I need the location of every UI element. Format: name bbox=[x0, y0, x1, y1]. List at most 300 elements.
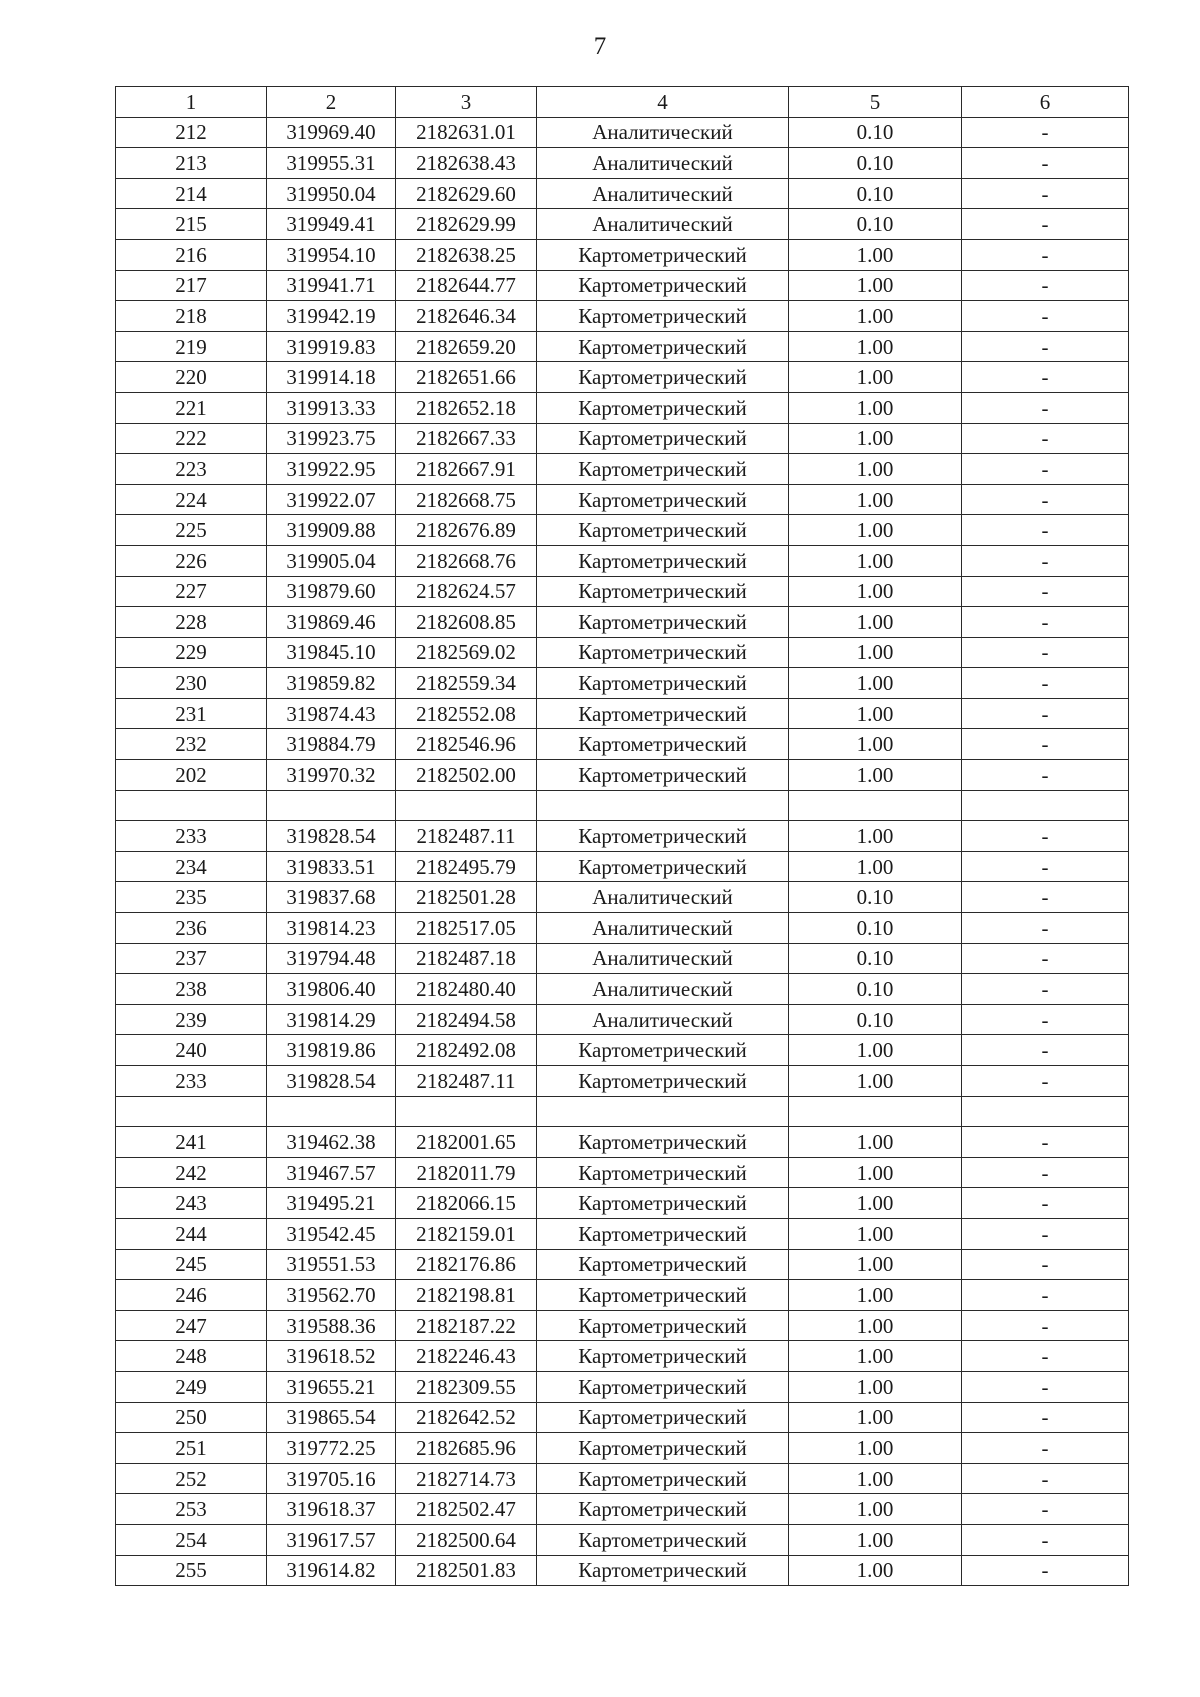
y-coordinate-cell: 2182624.57 bbox=[396, 576, 537, 607]
x-coordinate-cell: 319814.23 bbox=[267, 913, 396, 944]
x-coordinate-cell: 319618.37 bbox=[267, 1494, 396, 1525]
accuracy-cell: 1.00 bbox=[789, 270, 962, 301]
table-row bbox=[116, 821, 1129, 852]
method-cell: Аналитический bbox=[537, 209, 789, 240]
method-cell: Картометрический bbox=[537, 270, 789, 301]
point-number-cell: 226 bbox=[116, 545, 267, 576]
method-cell: Аналитический bbox=[537, 1004, 789, 1035]
method-cell: Картометрический bbox=[537, 760, 789, 791]
point-number-cell: 233 bbox=[116, 821, 267, 852]
accuracy-cell: 1.00 bbox=[789, 362, 962, 393]
note-cell: - bbox=[962, 698, 1129, 729]
accuracy-cell: 1.00 bbox=[789, 454, 962, 485]
x-coordinate-cell: 319922.07 bbox=[267, 484, 396, 515]
point-number-cell: 217 bbox=[116, 270, 267, 301]
table-row bbox=[116, 1096, 1129, 1127]
accuracy-cell: 1.00 bbox=[789, 729, 962, 760]
table-row bbox=[116, 760, 1129, 791]
table-row bbox=[116, 668, 1129, 699]
method-cell: Картометрический bbox=[537, 1371, 789, 1402]
note-cell: - bbox=[962, 1280, 1129, 1311]
table-row bbox=[116, 607, 1129, 638]
point-number-cell: 221 bbox=[116, 392, 267, 423]
y-coordinate-cell: 2182066.15 bbox=[396, 1188, 537, 1219]
accuracy-cell: 1.00 bbox=[789, 1524, 962, 1555]
accuracy-cell: 1.00 bbox=[789, 851, 962, 882]
point-number-cell: 236 bbox=[116, 913, 267, 944]
table-row bbox=[116, 698, 1129, 729]
method-cell: Картометрический bbox=[537, 484, 789, 515]
note-cell: - bbox=[962, 1004, 1129, 1035]
note-cell: - bbox=[962, 515, 1129, 546]
x-coordinate-cell: 319950.04 bbox=[267, 178, 396, 209]
method-cell: Картометрический bbox=[537, 851, 789, 882]
point-number-cell: 224 bbox=[116, 484, 267, 515]
note-cell bbox=[962, 790, 1129, 821]
note-cell: - bbox=[962, 1066, 1129, 1097]
y-coordinate-cell: 2182501.28 bbox=[396, 882, 537, 913]
point-number-cell: 214 bbox=[116, 178, 267, 209]
table-row bbox=[116, 1035, 1129, 1066]
method-cell: Картометрический bbox=[537, 1188, 789, 1219]
y-coordinate-cell: 2182309.55 bbox=[396, 1371, 537, 1402]
accuracy-cell: 1.00 bbox=[789, 576, 962, 607]
point-number-cell: 233 bbox=[116, 1066, 267, 1097]
x-coordinate-cell: 319814.29 bbox=[267, 1004, 396, 1035]
note-cell: - bbox=[962, 1555, 1129, 1586]
table-row bbox=[116, 637, 1129, 668]
x-coordinate-cell: 319828.54 bbox=[267, 821, 396, 852]
point-number-cell: 213 bbox=[116, 148, 267, 179]
point-number-cell: 253 bbox=[116, 1494, 267, 1525]
table-row bbox=[116, 974, 1129, 1005]
table-body bbox=[116, 117, 1129, 1586]
point-number-cell: 243 bbox=[116, 1188, 267, 1219]
note-cell: - bbox=[962, 392, 1129, 423]
table-row bbox=[116, 331, 1129, 362]
point-number-cell: 250 bbox=[116, 1402, 267, 1433]
y-coordinate-cell: 2182487.11 bbox=[396, 821, 537, 852]
point-number-cell bbox=[116, 1096, 267, 1127]
point-number-cell: 251 bbox=[116, 1433, 267, 1464]
x-coordinate-cell: 319618.52 bbox=[267, 1341, 396, 1372]
method-cell: Картометрический bbox=[537, 1494, 789, 1525]
x-coordinate-cell bbox=[267, 790, 396, 821]
x-coordinate-cell: 319884.79 bbox=[267, 729, 396, 760]
table-row bbox=[116, 576, 1129, 607]
accuracy-cell: 1.00 bbox=[789, 607, 962, 638]
point-number-cell: 248 bbox=[116, 1341, 267, 1372]
accuracy-cell: 1.00 bbox=[789, 545, 962, 576]
y-coordinate-cell: 2182246.43 bbox=[396, 1341, 537, 1372]
y-coordinate-cell: 2182492.08 bbox=[396, 1035, 537, 1066]
header-cell-6: 6 bbox=[962, 87, 1129, 118]
note-cell: - bbox=[962, 882, 1129, 913]
point-number-cell: 220 bbox=[116, 362, 267, 393]
point-number-cell: 244 bbox=[116, 1218, 267, 1249]
note-cell: - bbox=[962, 1494, 1129, 1525]
method-cell: Картометрический bbox=[537, 637, 789, 668]
table-row bbox=[116, 1127, 1129, 1158]
accuracy-cell: 0.10 bbox=[789, 209, 962, 240]
y-coordinate-cell: 2182631.01 bbox=[396, 117, 537, 148]
point-number-cell: 245 bbox=[116, 1249, 267, 1280]
method-cell: Картометрический bbox=[537, 1157, 789, 1188]
accuracy-cell: 0.10 bbox=[789, 1004, 962, 1035]
method-cell: Картометрический bbox=[537, 1127, 789, 1158]
x-coordinate-cell: 319614.82 bbox=[267, 1555, 396, 1586]
note-cell: - bbox=[962, 576, 1129, 607]
method-cell: Картометрический bbox=[537, 1341, 789, 1372]
x-coordinate-cell: 319942.19 bbox=[267, 301, 396, 332]
x-coordinate-cell: 319909.88 bbox=[267, 515, 396, 546]
method-cell bbox=[537, 790, 789, 821]
accuracy-cell: 1.00 bbox=[789, 1280, 962, 1311]
x-coordinate-cell: 319655.21 bbox=[267, 1371, 396, 1402]
y-coordinate-cell: 2182487.11 bbox=[396, 1066, 537, 1097]
method-cell: Картометрический bbox=[537, 1066, 789, 1097]
accuracy-cell: 1.00 bbox=[789, 1066, 962, 1097]
accuracy-cell: 1.00 bbox=[789, 484, 962, 515]
accuracy-cell: 1.00 bbox=[789, 301, 962, 332]
table-row bbox=[116, 1249, 1129, 1280]
note-cell: - bbox=[962, 760, 1129, 791]
y-coordinate-cell: 2182714.73 bbox=[396, 1463, 537, 1494]
table-row bbox=[116, 1524, 1129, 1555]
y-coordinate-cell: 2182685.96 bbox=[396, 1433, 537, 1464]
y-coordinate-cell bbox=[396, 1096, 537, 1127]
x-coordinate-cell: 319837.68 bbox=[267, 882, 396, 913]
note-cell: - bbox=[962, 1341, 1129, 1372]
point-number-cell: 235 bbox=[116, 882, 267, 913]
x-coordinate-cell: 319562.70 bbox=[267, 1280, 396, 1311]
point-number-cell: 232 bbox=[116, 729, 267, 760]
accuracy-cell: 1.00 bbox=[789, 821, 962, 852]
x-coordinate-cell: 319588.36 bbox=[267, 1310, 396, 1341]
header-cell-1: 1 bbox=[116, 87, 267, 118]
table-row bbox=[116, 1463, 1129, 1494]
accuracy-cell: 1.00 bbox=[789, 1127, 962, 1158]
note-cell: - bbox=[962, 943, 1129, 974]
x-coordinate-cell: 319467.57 bbox=[267, 1157, 396, 1188]
method-cell: Картометрический bbox=[537, 729, 789, 760]
x-coordinate-cell: 319949.41 bbox=[267, 209, 396, 240]
header-cell-5: 5 bbox=[789, 87, 962, 118]
x-coordinate-cell: 319833.51 bbox=[267, 851, 396, 882]
method-cell: Картометрический bbox=[537, 1463, 789, 1494]
coordinates-table bbox=[115, 86, 1129, 1586]
accuracy-cell: 1.00 bbox=[789, 1188, 962, 1219]
table-row bbox=[116, 1280, 1129, 1311]
y-coordinate-cell: 2182629.99 bbox=[396, 209, 537, 240]
note-cell: - bbox=[962, 423, 1129, 454]
method-cell: Картометрический bbox=[537, 668, 789, 699]
method-cell: Картометрический bbox=[537, 515, 789, 546]
y-coordinate-cell bbox=[396, 790, 537, 821]
method-cell: Картометрический bbox=[537, 301, 789, 332]
note-cell: - bbox=[962, 148, 1129, 179]
accuracy-cell: 1.00 bbox=[789, 668, 962, 699]
accuracy-cell: 0.10 bbox=[789, 913, 962, 944]
y-coordinate-cell: 2182159.01 bbox=[396, 1218, 537, 1249]
table-row bbox=[116, 1310, 1129, 1341]
accuracy-cell bbox=[789, 790, 962, 821]
method-cell: Картометрический bbox=[537, 423, 789, 454]
note-cell: - bbox=[962, 1433, 1129, 1464]
table-row bbox=[116, 239, 1129, 270]
accuracy-cell: 1.00 bbox=[789, 392, 962, 423]
accuracy-cell bbox=[789, 1096, 962, 1127]
accuracy-cell: 1.00 bbox=[789, 1035, 962, 1066]
y-coordinate-cell: 2182011.79 bbox=[396, 1157, 537, 1188]
table-row bbox=[116, 1188, 1129, 1219]
y-coordinate-cell: 2182644.77 bbox=[396, 270, 537, 301]
accuracy-cell: 1.00 bbox=[789, 1463, 962, 1494]
x-coordinate-cell: 319922.95 bbox=[267, 454, 396, 485]
y-coordinate-cell: 2182187.22 bbox=[396, 1310, 537, 1341]
y-coordinate-cell: 2182552.08 bbox=[396, 698, 537, 729]
method-cell: Картометрический bbox=[537, 362, 789, 393]
note-cell: - bbox=[962, 270, 1129, 301]
point-number-cell: 225 bbox=[116, 515, 267, 546]
method-cell: Аналитический bbox=[537, 178, 789, 209]
x-coordinate-cell: 319617.57 bbox=[267, 1524, 396, 1555]
method-cell: Картометрический bbox=[537, 821, 789, 852]
point-number-cell: 202 bbox=[116, 760, 267, 791]
y-coordinate-cell: 2182659.20 bbox=[396, 331, 537, 362]
x-coordinate-cell: 319772.25 bbox=[267, 1433, 396, 1464]
note-cell: - bbox=[962, 1035, 1129, 1066]
note-cell: - bbox=[962, 209, 1129, 240]
accuracy-cell: 1.00 bbox=[789, 637, 962, 668]
point-number-cell: 237 bbox=[116, 943, 267, 974]
table-row bbox=[116, 515, 1129, 546]
accuracy-cell: 1.00 bbox=[789, 1157, 962, 1188]
y-coordinate-cell: 2182638.43 bbox=[396, 148, 537, 179]
point-number-cell: 252 bbox=[116, 1463, 267, 1494]
note-cell: - bbox=[962, 484, 1129, 515]
x-coordinate-cell: 319919.83 bbox=[267, 331, 396, 362]
table-row bbox=[116, 270, 1129, 301]
x-coordinate-cell: 319845.10 bbox=[267, 637, 396, 668]
note-cell: - bbox=[962, 729, 1129, 760]
note-cell: - bbox=[962, 1463, 1129, 1494]
table-row bbox=[116, 362, 1129, 393]
note-cell: - bbox=[962, 1402, 1129, 1433]
accuracy-cell: 1.00 bbox=[789, 1249, 962, 1280]
note-cell: - bbox=[962, 1188, 1129, 1219]
y-coordinate-cell: 2182502.47 bbox=[396, 1494, 537, 1525]
note-cell: - bbox=[962, 331, 1129, 362]
note-cell: - bbox=[962, 178, 1129, 209]
accuracy-cell: 1.00 bbox=[789, 1494, 962, 1525]
point-number-cell: 223 bbox=[116, 454, 267, 485]
x-coordinate-cell: 319913.33 bbox=[267, 392, 396, 423]
point-number-cell: 215 bbox=[116, 209, 267, 240]
header-row bbox=[116, 87, 1129, 118]
x-coordinate-cell: 319551.53 bbox=[267, 1249, 396, 1280]
note-cell: - bbox=[962, 851, 1129, 882]
x-coordinate-cell: 319955.31 bbox=[267, 148, 396, 179]
accuracy-cell: 0.10 bbox=[789, 178, 962, 209]
point-number-cell: 227 bbox=[116, 576, 267, 607]
table-row bbox=[116, 1218, 1129, 1249]
accuracy-cell: 0.10 bbox=[789, 117, 962, 148]
point-number-cell: 229 bbox=[116, 637, 267, 668]
method-cell: Картометрический bbox=[537, 454, 789, 485]
accuracy-cell: 1.00 bbox=[789, 423, 962, 454]
y-coordinate-cell: 2182487.18 bbox=[396, 943, 537, 974]
accuracy-cell: 1.00 bbox=[789, 1555, 962, 1586]
y-coordinate-cell: 2182546.96 bbox=[396, 729, 537, 760]
accuracy-cell: 0.10 bbox=[789, 148, 962, 179]
table-row bbox=[116, 943, 1129, 974]
y-coordinate-cell: 2182629.60 bbox=[396, 178, 537, 209]
note-cell: - bbox=[962, 239, 1129, 270]
method-cell: Аналитический bbox=[537, 913, 789, 944]
table-row bbox=[116, 484, 1129, 515]
note-cell: - bbox=[962, 545, 1129, 576]
point-number-cell: 230 bbox=[116, 668, 267, 699]
note-cell: - bbox=[962, 362, 1129, 393]
table-row bbox=[116, 1004, 1129, 1035]
x-coordinate-cell: 319905.04 bbox=[267, 545, 396, 576]
y-coordinate-cell: 2182500.64 bbox=[396, 1524, 537, 1555]
y-coordinate-cell: 2182176.86 bbox=[396, 1249, 537, 1280]
x-coordinate-cell: 319462.38 bbox=[267, 1127, 396, 1158]
method-cell: Картометрический bbox=[537, 1555, 789, 1586]
header-cell-3: 3 bbox=[396, 87, 537, 118]
note-cell: - bbox=[962, 974, 1129, 1005]
point-number-cell: 222 bbox=[116, 423, 267, 454]
x-coordinate-cell: 319542.45 bbox=[267, 1218, 396, 1249]
note-cell: - bbox=[962, 1524, 1129, 1555]
header-cell-2: 2 bbox=[267, 87, 396, 118]
note-cell: - bbox=[962, 1127, 1129, 1158]
method-cell: Картометрический bbox=[537, 331, 789, 362]
point-number-cell: 239 bbox=[116, 1004, 267, 1035]
accuracy-cell: 1.00 bbox=[789, 1218, 962, 1249]
table-row bbox=[116, 851, 1129, 882]
table-row bbox=[116, 392, 1129, 423]
table-row bbox=[116, 1555, 1129, 1586]
x-coordinate-cell: 319869.46 bbox=[267, 607, 396, 638]
x-coordinate-cell: 319941.71 bbox=[267, 270, 396, 301]
point-number-cell: 212 bbox=[116, 117, 267, 148]
y-coordinate-cell: 2182668.76 bbox=[396, 545, 537, 576]
method-cell: Аналитический bbox=[537, 117, 789, 148]
x-coordinate-cell: 319923.75 bbox=[267, 423, 396, 454]
table-row bbox=[116, 882, 1129, 913]
y-coordinate-cell: 2182652.18 bbox=[396, 392, 537, 423]
note-cell: - bbox=[962, 668, 1129, 699]
point-number-cell: 254 bbox=[116, 1524, 267, 1555]
x-coordinate-cell: 319914.18 bbox=[267, 362, 396, 393]
point-number-cell: 228 bbox=[116, 607, 267, 638]
page-number: 7 bbox=[593, 33, 607, 60]
y-coordinate-cell: 2182559.34 bbox=[396, 668, 537, 699]
x-coordinate-cell: 319495.21 bbox=[267, 1188, 396, 1219]
x-coordinate-cell: 319794.48 bbox=[267, 943, 396, 974]
note-cell: - bbox=[962, 607, 1129, 638]
y-coordinate-cell: 2182480.40 bbox=[396, 974, 537, 1005]
accuracy-cell: 1.00 bbox=[789, 331, 962, 362]
y-coordinate-cell: 2182667.91 bbox=[396, 454, 537, 485]
point-number-cell: 218 bbox=[116, 301, 267, 332]
note-cell bbox=[962, 1096, 1129, 1127]
table-row bbox=[116, 1371, 1129, 1402]
method-cell: Картометрический bbox=[537, 1218, 789, 1249]
method-cell: Картометрический bbox=[537, 1433, 789, 1464]
x-coordinate-cell: 319865.54 bbox=[267, 1402, 396, 1433]
point-number-cell: 249 bbox=[116, 1371, 267, 1402]
x-coordinate-cell: 319828.54 bbox=[267, 1066, 396, 1097]
table-row bbox=[116, 1341, 1129, 1372]
y-coordinate-cell: 2182642.52 bbox=[396, 1402, 537, 1433]
y-coordinate-cell: 2182517.05 bbox=[396, 913, 537, 944]
table-row bbox=[116, 1157, 1129, 1188]
point-number-cell: 238 bbox=[116, 974, 267, 1005]
table-header bbox=[116, 87, 1129, 118]
method-cell: Картометрический bbox=[537, 576, 789, 607]
note-cell: - bbox=[962, 1218, 1129, 1249]
method-cell: Аналитический bbox=[537, 974, 789, 1005]
method-cell: Картометрический bbox=[537, 545, 789, 576]
method-cell: Картометрический bbox=[537, 607, 789, 638]
point-number-cell: 241 bbox=[116, 1127, 267, 1158]
point-number-cell: 234 bbox=[116, 851, 267, 882]
table-row bbox=[116, 209, 1129, 240]
table-row bbox=[116, 1433, 1129, 1464]
x-coordinate-cell bbox=[267, 1096, 396, 1127]
method-cell bbox=[537, 1096, 789, 1127]
method-cell: Аналитический bbox=[537, 943, 789, 974]
y-coordinate-cell: 2182667.33 bbox=[396, 423, 537, 454]
y-coordinate-cell: 2182676.89 bbox=[396, 515, 537, 546]
method-cell: Картометрический bbox=[537, 392, 789, 423]
x-coordinate-cell: 319874.43 bbox=[267, 698, 396, 729]
point-number-cell: 247 bbox=[116, 1310, 267, 1341]
table-row bbox=[116, 1066, 1129, 1097]
y-coordinate-cell: 2182651.66 bbox=[396, 362, 537, 393]
y-coordinate-cell: 2182646.34 bbox=[396, 301, 537, 332]
method-cell: Аналитический bbox=[537, 882, 789, 913]
accuracy-cell: 1.00 bbox=[789, 1371, 962, 1402]
note-cell: - bbox=[962, 1249, 1129, 1280]
point-number-cell: 219 bbox=[116, 331, 267, 362]
table-row bbox=[116, 790, 1129, 821]
y-coordinate-cell: 2182501.83 bbox=[396, 1555, 537, 1586]
x-coordinate-cell: 319954.10 bbox=[267, 239, 396, 270]
point-number-cell: 246 bbox=[116, 1280, 267, 1311]
accuracy-cell: 1.00 bbox=[789, 1402, 962, 1433]
point-number-cell bbox=[116, 790, 267, 821]
y-coordinate-cell: 2182608.85 bbox=[396, 607, 537, 638]
method-cell: Картометрический bbox=[537, 1280, 789, 1311]
header-cell-4: 4 bbox=[537, 87, 789, 118]
y-coordinate-cell: 2182495.79 bbox=[396, 851, 537, 882]
method-cell: Аналитический bbox=[537, 148, 789, 179]
accuracy-cell: 0.10 bbox=[789, 882, 962, 913]
note-cell: - bbox=[962, 454, 1129, 485]
accuracy-cell: 0.10 bbox=[789, 974, 962, 1005]
point-number-cell: 255 bbox=[116, 1555, 267, 1586]
accuracy-cell: 1.00 bbox=[789, 1310, 962, 1341]
table-row bbox=[116, 913, 1129, 944]
note-cell: - bbox=[962, 637, 1129, 668]
point-number-cell: 242 bbox=[116, 1157, 267, 1188]
method-cell: Картометрический bbox=[537, 698, 789, 729]
